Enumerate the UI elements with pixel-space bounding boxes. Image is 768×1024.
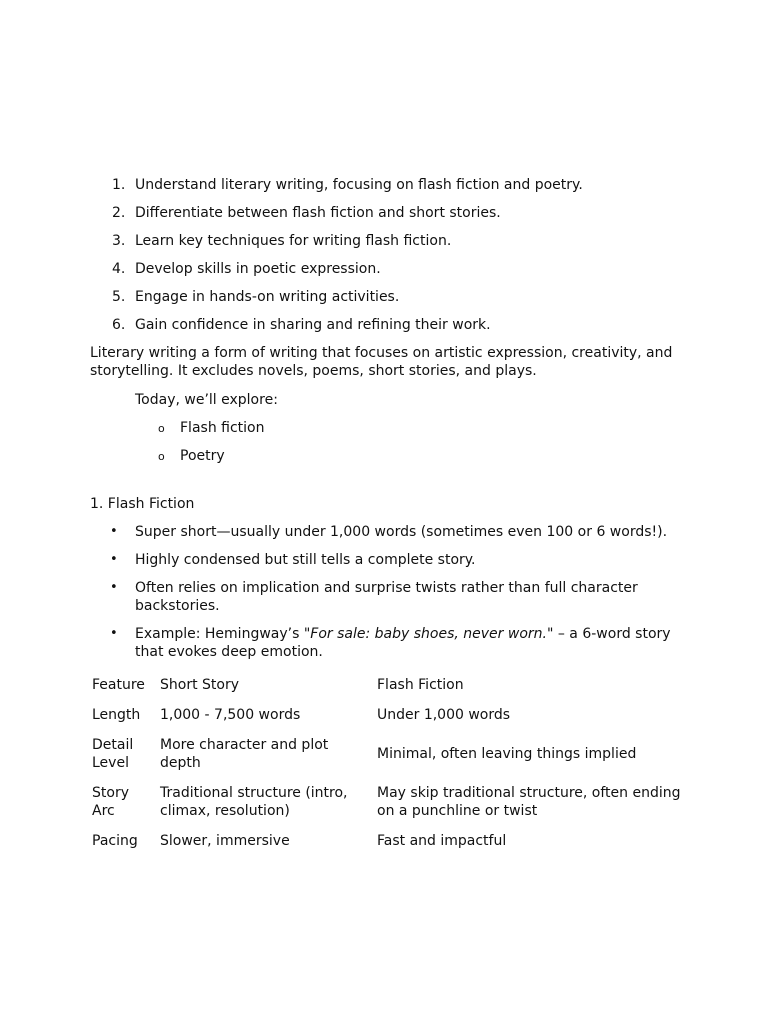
list-number: 2. bbox=[112, 205, 126, 221]
list-item bbox=[90, 625, 690, 661]
list-item bbox=[90, 523, 690, 541]
explore-list bbox=[90, 419, 690, 465]
list-item-text: Highly condensed but still tells a complete story. bbox=[135, 552, 476, 568]
list-item-text: Learn key techniques for writing flash fiction. bbox=[135, 233, 452, 249]
list-item bbox=[90, 260, 690, 278]
table-cell: Detail Level bbox=[92, 737, 134, 771]
list-item bbox=[90, 288, 690, 306]
list-item bbox=[90, 447, 690, 465]
list-item bbox=[90, 176, 690, 194]
table-cell: More character and plot depth bbox=[160, 737, 329, 771]
table-cell: Pacing bbox=[92, 833, 138, 849]
list-item-text: Differentiate between flash fiction and short stories. bbox=[135, 205, 501, 221]
flash-fiction-facts bbox=[90, 523, 690, 661]
list-item bbox=[90, 579, 690, 615]
section-heading: 1. Flash Fiction bbox=[90, 496, 195, 512]
objectives-list bbox=[90, 176, 690, 334]
circle-bullet-icon: o bbox=[158, 450, 165, 463]
document-page bbox=[90, 176, 690, 856]
bullet-icon: • bbox=[110, 580, 118, 595]
table-cell: Story Arc bbox=[92, 785, 129, 819]
list-item-text: Often relies on implication and surprise twists rather than full character backstories. bbox=[135, 580, 638, 614]
list-item-text: Poetry bbox=[180, 448, 225, 464]
list-item bbox=[90, 419, 690, 437]
list-item bbox=[90, 232, 690, 250]
table-row bbox=[90, 700, 690, 730]
example-text bbox=[135, 626, 671, 660]
list-item-text: Flash fiction bbox=[180, 420, 265, 436]
today-label: Today, we’ll explore: bbox=[135, 392, 278, 408]
list-item bbox=[90, 551, 690, 569]
list-item-text: Gain confidence in sharing and refining their work. bbox=[135, 317, 491, 333]
list-item-text: Engage in hands-on writing activities. bbox=[135, 289, 400, 305]
table-cell: Slower, immersive bbox=[160, 833, 290, 849]
list-item-text: Develop skills in poetic expression. bbox=[135, 261, 381, 277]
table-cell: Fast and impactful bbox=[377, 833, 507, 849]
list-number: 6. bbox=[112, 317, 126, 333]
table-cell: Traditional structure (intro, climax, resolution) bbox=[160, 785, 348, 819]
table-cell: Minimal, often leaving things implied bbox=[377, 746, 637, 762]
list-item bbox=[90, 204, 690, 222]
table-header-cell: Short Story bbox=[160, 677, 240, 693]
list-item-text: Super short—usually under 1,000 words (sometimes even 100 or 6 words!). bbox=[135, 524, 668, 540]
table-row bbox=[90, 730, 690, 778]
table-header-cell: Flash Fiction bbox=[377, 677, 464, 693]
bullet-icon: • bbox=[110, 552, 118, 567]
example-suffix: " – a 6-word story that evokes deep emotion. bbox=[135, 626, 671, 660]
list-item bbox=[90, 316, 690, 334]
table-cell: 1,000 - 7,500 words bbox=[160, 707, 301, 723]
list-item-text: Understand literary writing, focusing on flash fiction and poetry. bbox=[135, 177, 583, 193]
list-number: 4. bbox=[112, 261, 126, 277]
table-header-cell: Feature bbox=[92, 677, 145, 693]
example-prefix: Example: Hemingway’s " bbox=[135, 626, 311, 642]
table-cell: Length bbox=[92, 707, 141, 723]
comparison-table bbox=[90, 670, 690, 856]
list-number: 5. bbox=[112, 289, 126, 305]
intro-paragraph: Literary writing a form of writing that focuses on artistic expression, creativity, and storytelling. It excludes novels, poems, short stories, and plays. bbox=[90, 345, 673, 379]
table-header-row bbox=[90, 670, 690, 700]
list-number: 1. bbox=[112, 177, 126, 193]
table-row bbox=[90, 778, 690, 826]
table-cell: Under 1,000 words bbox=[377, 707, 511, 723]
bullet-icon: • bbox=[110, 626, 118, 641]
example-quote: For sale: baby shoes, never worn. bbox=[310, 626, 547, 642]
circle-bullet-icon: o bbox=[158, 422, 165, 435]
bullet-icon: • bbox=[110, 524, 118, 539]
table-cell: May skip traditional structure, often ending on a punchline or twist bbox=[377, 785, 681, 819]
list-number: 3. bbox=[112, 233, 126, 249]
table-row bbox=[90, 826, 690, 856]
